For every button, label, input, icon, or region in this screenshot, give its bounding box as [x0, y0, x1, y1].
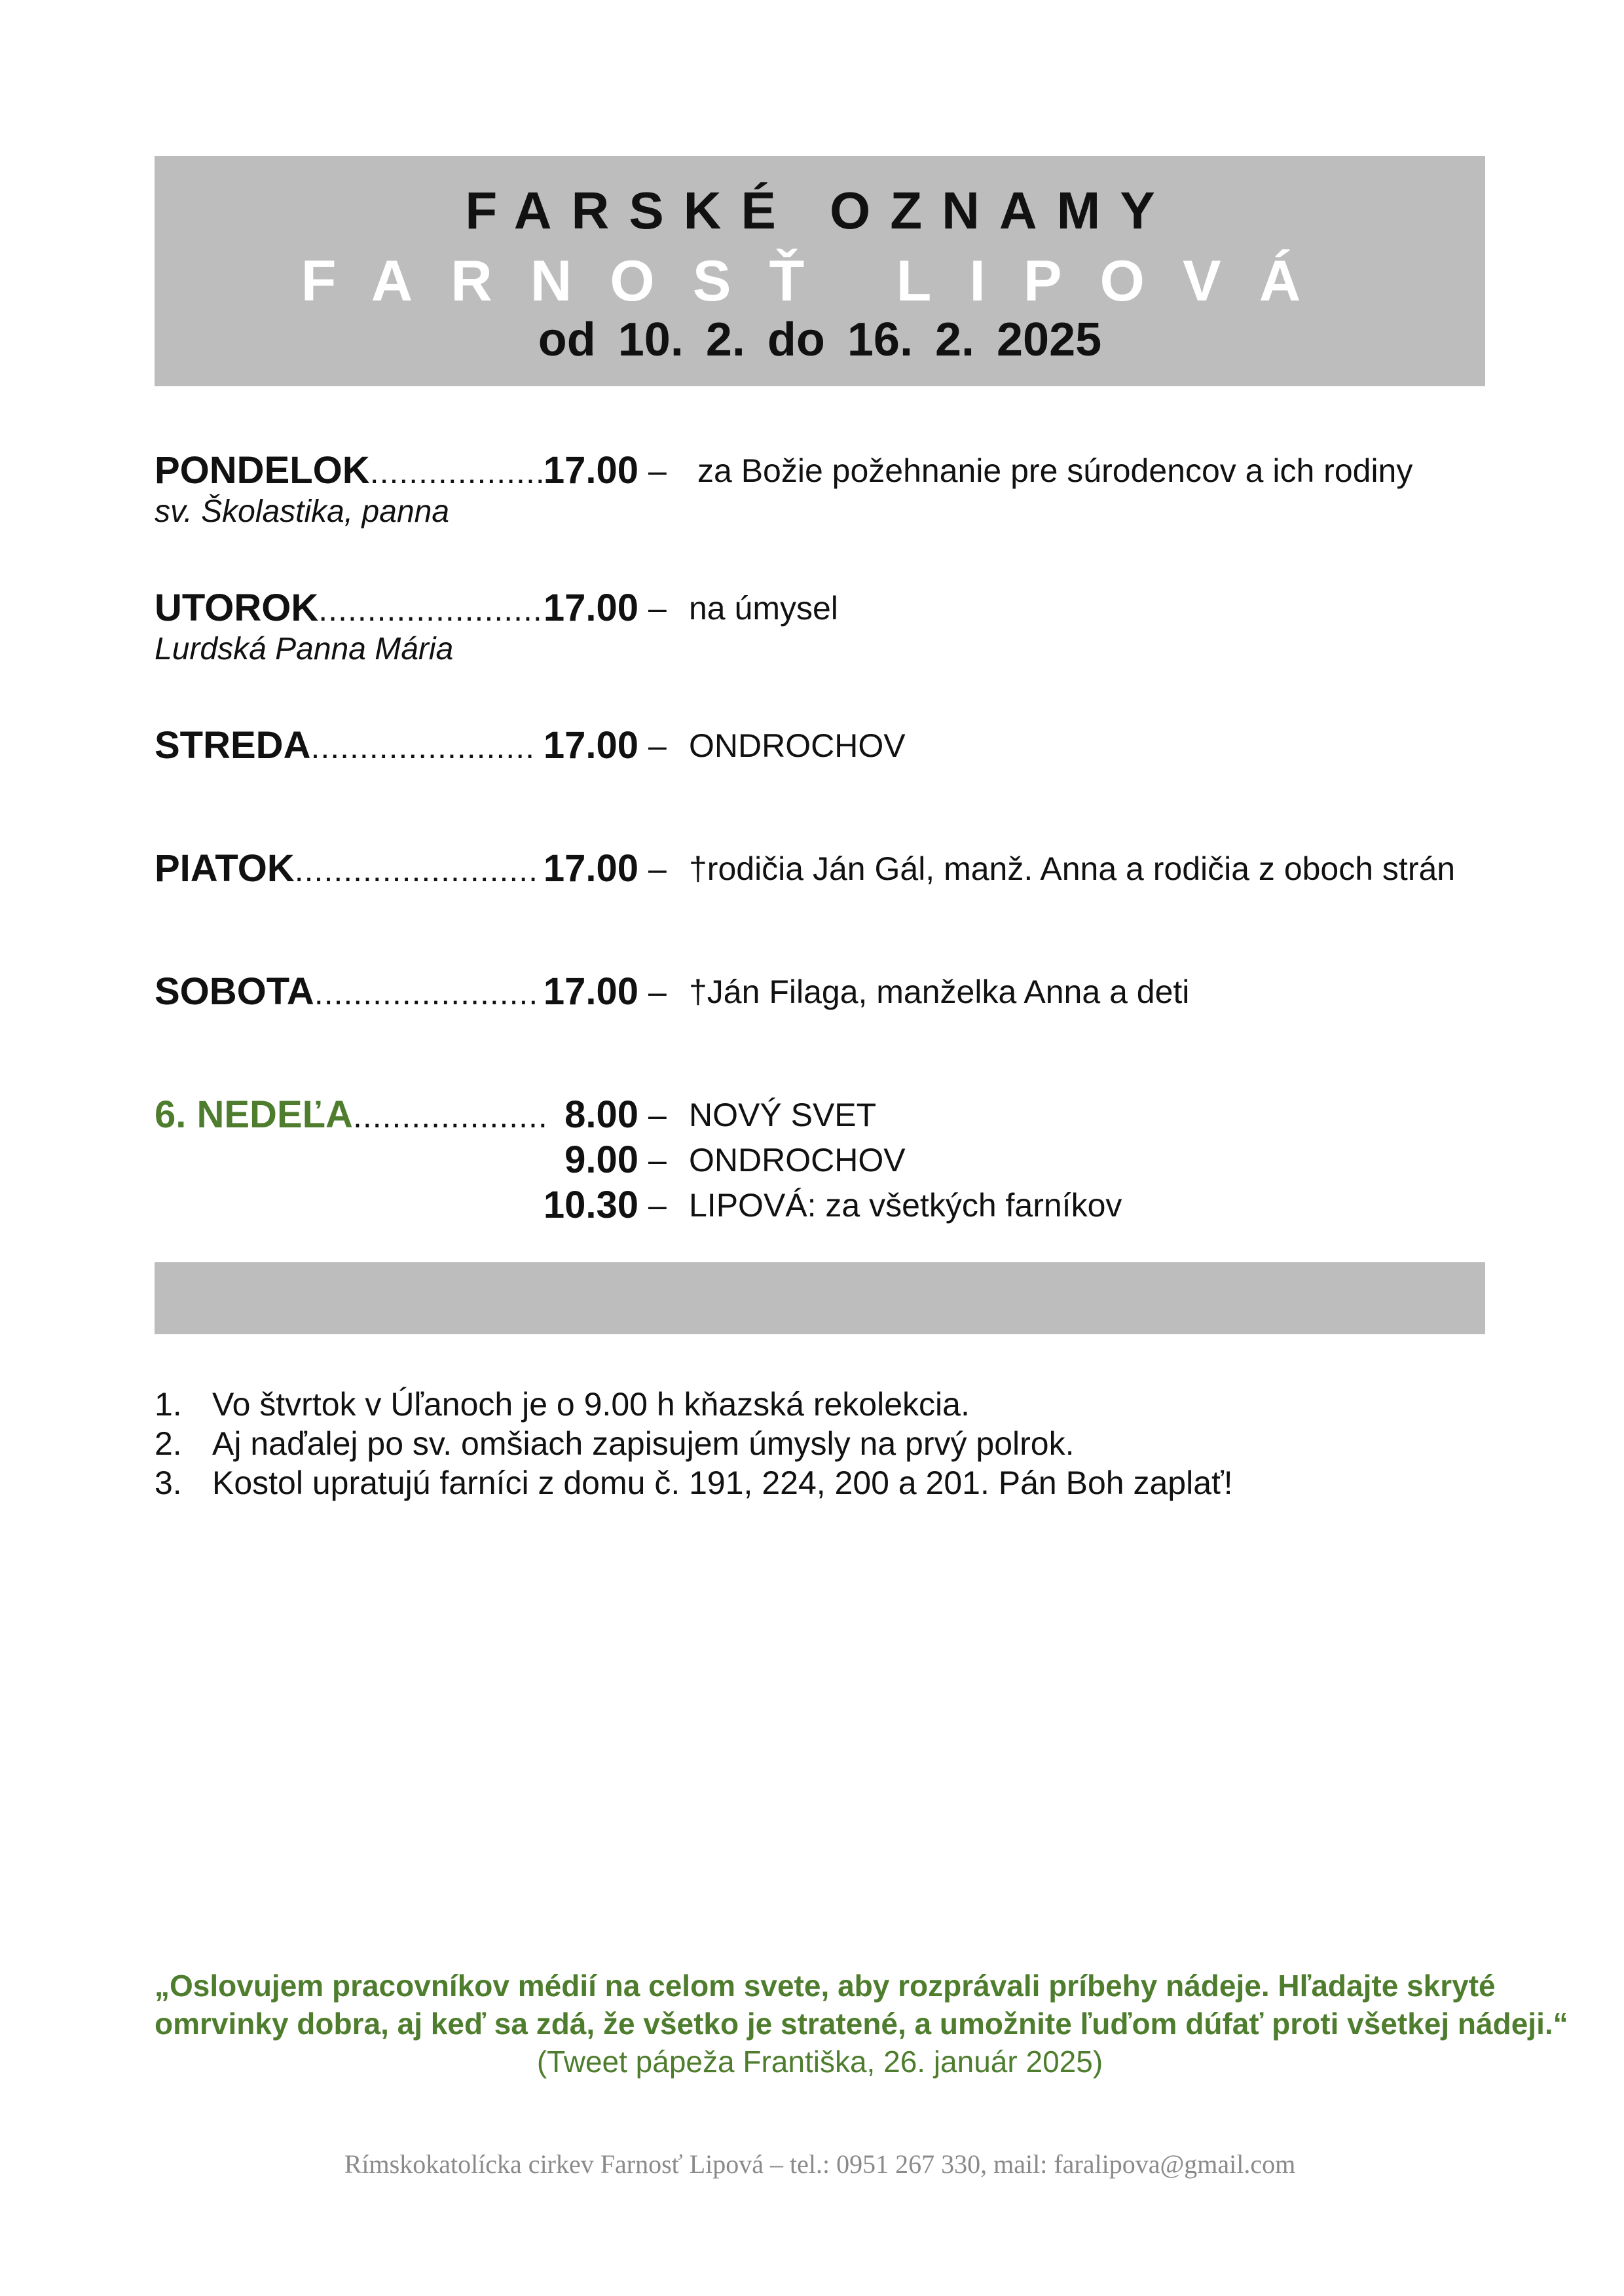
parish-name: FARNOSŤ LIPOVÁ	[301, 248, 1339, 313]
announcement-text: Vo štvrtok v Úľanoch je o 9.00 h kňazská rekolekcia.	[212, 1386, 970, 1423]
time-tuesday: 17.00	[543, 587, 638, 629]
announcement-item	[155, 1467, 1399, 1503]
day-saturday: SOBOTA.......................	[155, 970, 539, 1013]
announcement-number: 3.	[155, 1465, 182, 1501]
dash: –	[648, 1187, 667, 1224]
time-sunday-1: 8.00	[564, 1093, 638, 1136]
time-monday: 17.00	[543, 449, 638, 492]
announcement-number: 1.	[155, 1386, 182, 1423]
dash: –	[648, 974, 667, 1010]
intention-tuesday: na úmysel	[689, 590, 838, 627]
intention-sunday-2: ONDROCHOV	[689, 1142, 906, 1178]
quote-line-2: omrvinky dobra, aj keď sa zdá, že všetko je stratené, a umožnite ľuďom dúfať proti všetkej nádeji.“	[155, 2007, 1568, 2041]
announcement-text: Kostol upratujú farníci z domu č. 191, 224, 200 a 201. Pán Boh zaplať!	[212, 1465, 1233, 1501]
day-friday: PIATOK.........................	[155, 847, 539, 890]
time-wednesday: 17.00	[543, 724, 638, 767]
dash: –	[648, 1097, 667, 1133]
day-wednesday: STREDA.......................	[155, 724, 535, 767]
day-tuesday: UTOROK.......................	[155, 587, 543, 629]
section-divider	[155, 1262, 1485, 1334]
dash: –	[648, 590, 667, 627]
time-saturday: 17.00	[543, 970, 638, 1013]
announcement-text: Aj naďalej po sv. omšiach zapisujem úmysly na prvý polrok.	[212, 1425, 1075, 1462]
day-monday: PONDELOK...................	[155, 449, 555, 492]
dash: –	[648, 452, 667, 489]
intention-sunday-3: LIPOVÁ: za všetkých farníkov	[689, 1187, 1122, 1224]
day-sunday: 6. NEDEĽA....................	[155, 1093, 548, 1136]
quote-source: (Tweet pápeža Františka, 26. január 2025)	[536, 2045, 1103, 2079]
footer-contact: Rímskokatolícka cirkev Farnosť Lipová – tel.: 0951 267 330, mail: faralipova@gmail.com	[344, 2149, 1296, 2179]
time-friday: 17.00	[543, 847, 638, 890]
intention-saturday: †Ján Filaga, manželka Anna a deti	[689, 974, 1190, 1010]
dash: –	[648, 727, 667, 764]
dash: –	[648, 1142, 667, 1178]
announcement-number: 2.	[155, 1425, 182, 1462]
announcement-item	[155, 1388, 1399, 1425]
header-banner	[155, 156, 1485, 386]
time-sunday-3: 10.30	[543, 1184, 638, 1226]
intention-wednesday: ONDROCHOV	[689, 727, 906, 764]
page-title: FARSKÉ OZNAMY	[465, 181, 1175, 240]
feast-tuesday: Lurdská Panna Mária	[155, 632, 454, 666]
feast-monday: sv. Školastika, panna	[155, 494, 450, 529]
intention-monday: za Božie požehnanie pre súrodencov a ich rodiny	[697, 452, 1413, 489]
intention-friday: †rodičia Ján Gál, manž. Anna a rodičia z oboch strán	[689, 850, 1456, 887]
quote-line-1: „Oslovujem pracovníkov médií na celom svete, aby rozprávali príbehy nádeje. Hľadajte skryté	[155, 1969, 1496, 2003]
intention-sunday-1: NOVÝ SVET	[689, 1097, 877, 1133]
dash: –	[648, 850, 667, 887]
time-sunday-2: 9.00	[564, 1139, 638, 1181]
date-range: od 10. 2. do 16. 2. 2025	[538, 314, 1102, 366]
announcement-item	[155, 1427, 1399, 1464]
